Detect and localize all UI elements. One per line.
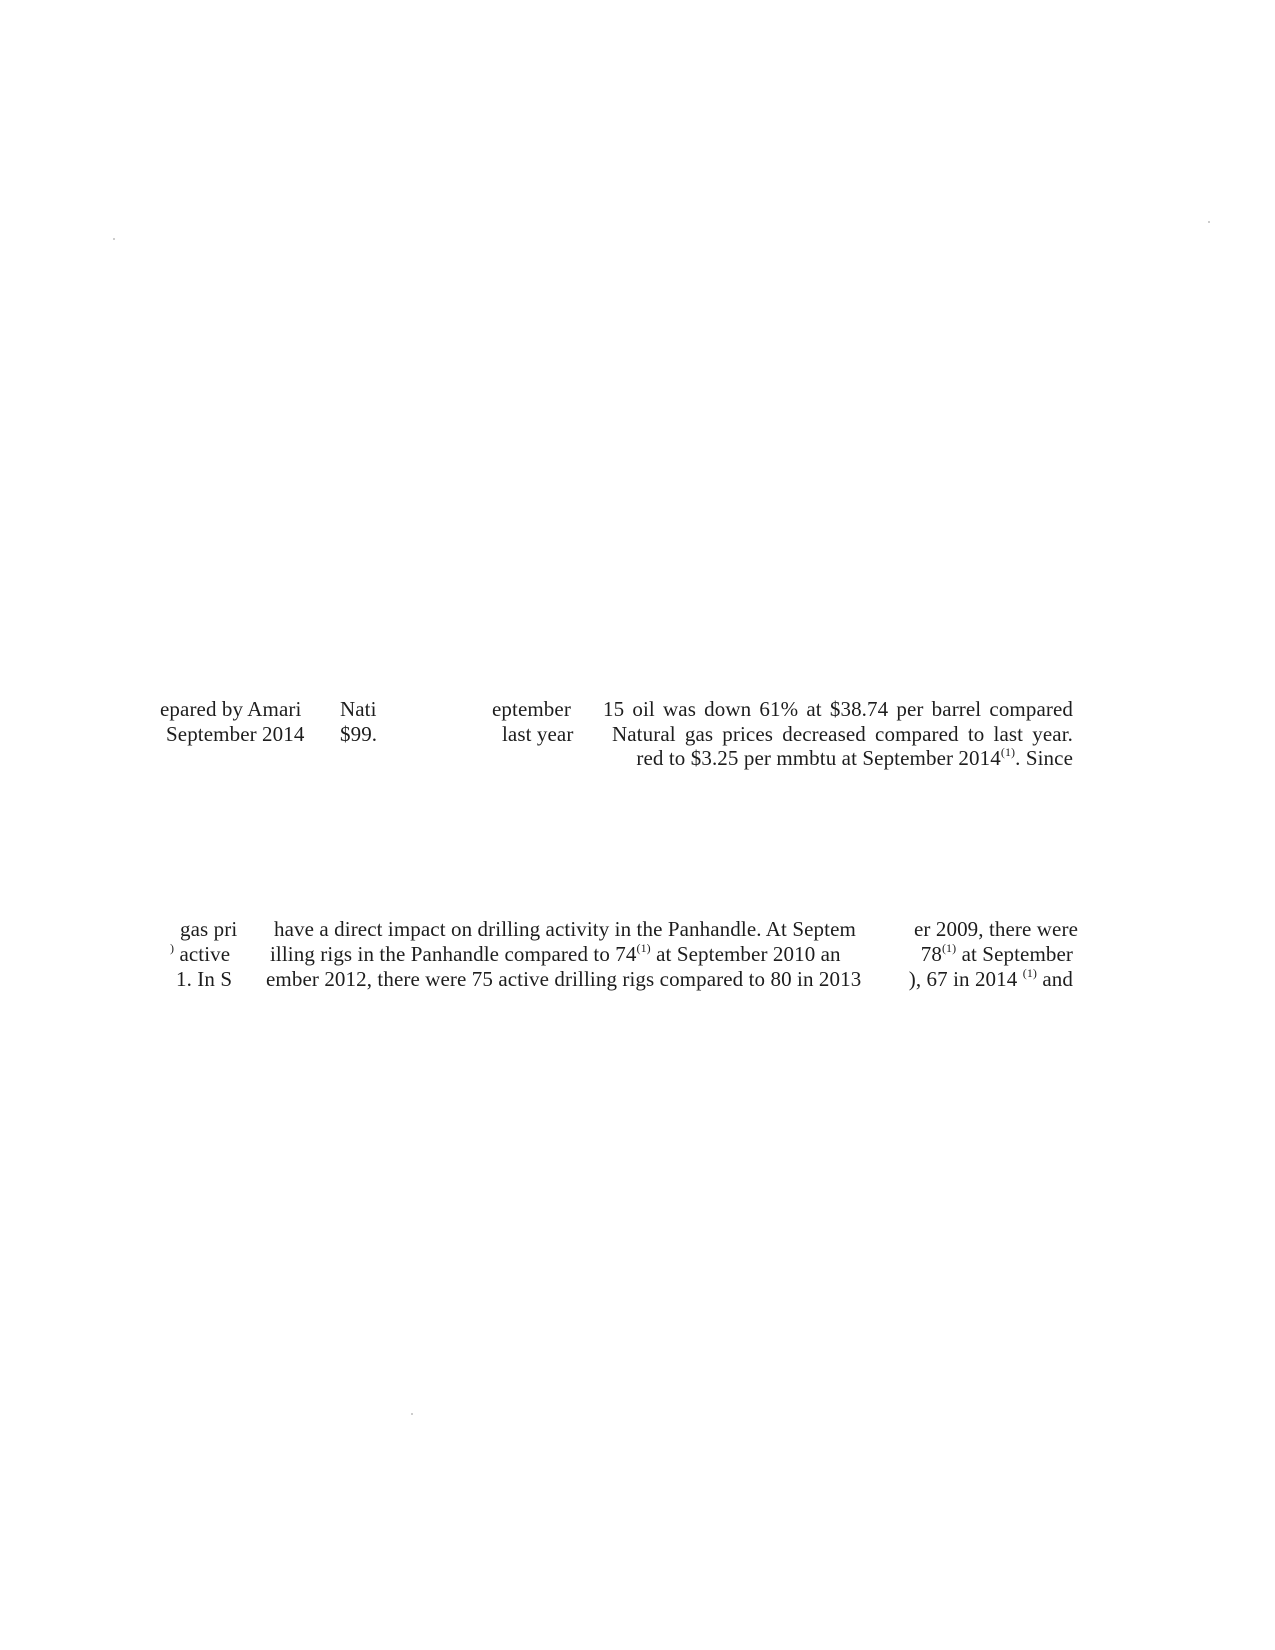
p1-l2-fragment-d: Natural gas prices decreased compared to last year. (612, 722, 1073, 746)
p1-l3-tail: . Since (1015, 746, 1073, 770)
p2-l2-fragment-b (270, 941, 841, 967)
p2-l1-fragment-b: have a direct impact on drilling activity in the Panhandle. At Septem (274, 917, 856, 941)
footnote-ref: (1) (1022, 966, 1038, 980)
p1-l3-text: red to $3.25 per mmbtu at September 2014 (636, 746, 1001, 770)
p2-l2-text-c1: 78 (920, 942, 942, 966)
p2-l2-fragment-a (170, 941, 230, 967)
p1-l1-fragment-a: epared by Amari (160, 697, 302, 721)
p1-l2-fragment-a: September 2014 (166, 722, 305, 746)
footnote-ref: (1) (1000, 745, 1016, 759)
p1-l1-fragment-b: Nati (340, 697, 377, 721)
p2-l3-text-c2: and (1037, 967, 1073, 991)
p1-l2-fragment-b: $99. (340, 722, 378, 746)
p2-l3-text-c1: ), 67 in 2014 (908, 967, 1023, 991)
p1-l1-fragment-c: eptember (492, 697, 571, 721)
p2-l3-fragment-b: ember 2012, there were 75 active drilling rigs compared to 80 in 2013 (266, 967, 862, 991)
p2-l1-fragment-c: er 2009, there were (914, 917, 1078, 941)
p1-l3-fragment-d (608, 745, 1073, 771)
footnote-ref-fragment: ) (170, 941, 175, 955)
p2-l3-fragment-c (896, 966, 1073, 992)
p2-l1-fragment-a: gas pri (180, 917, 238, 941)
p2-l2-text-b1: illing rigs in the Panhandle compared to 74 (270, 942, 637, 966)
scan-speck (411, 1413, 413, 1415)
p1-l2-fragment-c: last year (502, 722, 574, 746)
p1-l1-fragment-d: 15 oil was down 61% at $38.74 per barrel compared (603, 697, 1073, 721)
p2-l3-fragment-a: 1. In S (176, 967, 233, 991)
footnote-ref: (1) (941, 941, 957, 955)
scan-speck (113, 238, 115, 240)
p2-l2-fragment-c (908, 941, 1073, 967)
footnote-ref: (1) (636, 941, 651, 955)
p2-l2-text-c2: at September (956, 942, 1073, 966)
p2-l2-text-b2: at September 2010 an (650, 942, 841, 966)
p2-l2-text-a: active (179, 942, 231, 966)
scan-speck (1208, 221, 1210, 223)
